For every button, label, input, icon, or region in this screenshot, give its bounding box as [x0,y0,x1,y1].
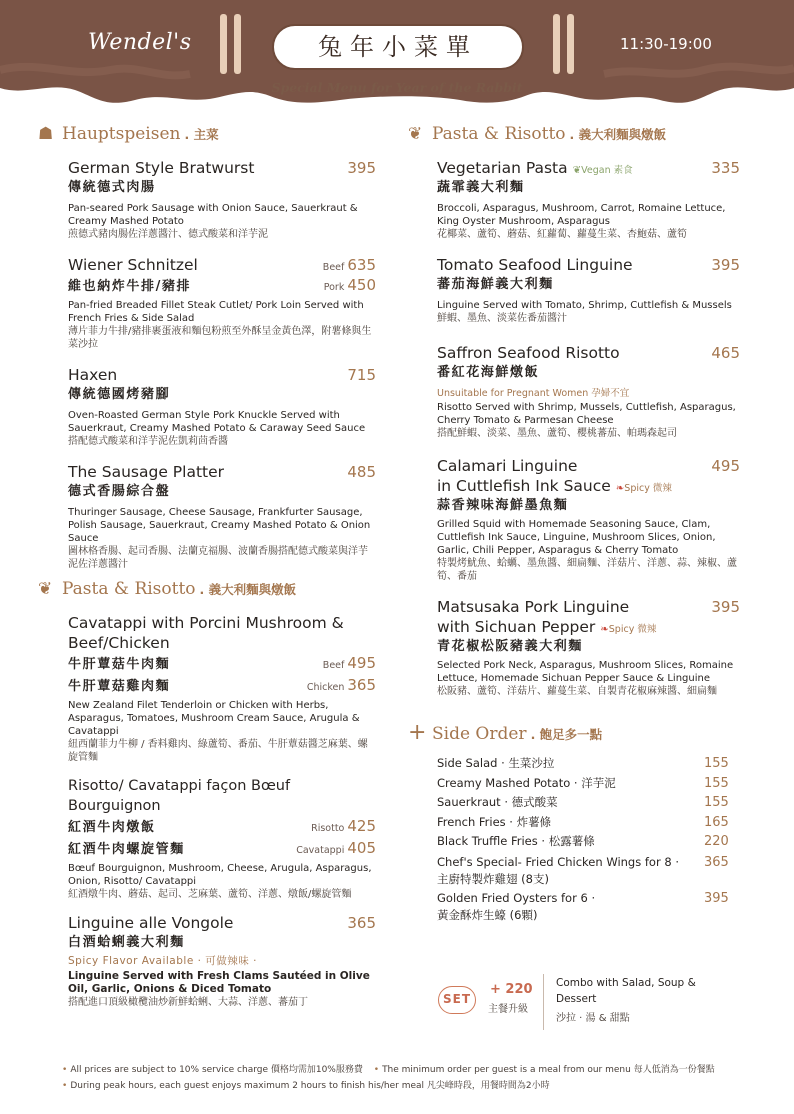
menu-item-saffron-risotto [408,343,740,440]
item-desc-zh: 搭配進口頂級橄欖油炒新鮮蛤蜊、大蒜、洋蔥、蕃茄丁 [68,997,308,1008]
item-desc: Broccoli, Asparagus, Mushroom, Carrot, Romaine Lettuce, King Oyster Mushroom, Asparagus [437,203,726,227]
side-order-list [408,754,740,924]
item-name-zh: 紅酒牛肉螺旋管麵 [68,842,185,857]
item-name-en: Calamari Linguine [437,457,578,475]
item-desc: Bœuf Bourguignon, Mushroom, Cheese, Arugula, Asparagus, Onion, Risotto/ Cavatappi [68,863,372,887]
item-price: 450 [347,276,376,294]
side-price: 220 [704,834,729,849]
plus-icon: + [408,720,427,745]
item-name-zh: 傳統德式肉腸 [68,180,156,195]
side-item [437,793,740,813]
item-price: 465 [711,344,740,362]
item-name-en: German Style Bratwurst [68,159,255,177]
pasta-heading-left [38,579,376,609]
menu-item-matsusaka-linguine [408,597,740,698]
item-name-zh: 牛肝蕈菇雞肉麵 [68,679,171,694]
item-name-zh: 蕃茄海鮮義大利麵 [437,277,554,292]
side-item [437,890,740,924]
item-price: 365 [347,676,376,694]
item-name-en-line2: with Sichuan Pepper [437,618,596,636]
section-title-en: Side Order [432,724,527,744]
side-price: 155 [704,756,729,771]
side-item [437,813,740,833]
item-desc-zh: 圖林格香腸、起司香腸、法蘭克福腸、波蘭香腸搭配德式酸菜與洋芋泥佐洋蔥醬汁 [68,546,368,570]
brand-logo: Wendel's [88,30,192,55]
menu-item-bratwurst [38,158,376,241]
side-item [437,774,740,794]
item-price: 365 [347,914,376,932]
item-desc-zh: 紅酒燉牛肉、蘑菇、起司、芝麻葉、蘆筍、洋蔥、燉飯/螺旋管麵 [68,889,352,900]
footer-line-2 [62,1078,762,1094]
menu-item-vongole [38,913,376,1009]
side-item [437,854,740,888]
item-desc-zh: 花椰菜、蘆筍、蘑菇、紅蘿蔔、蘿蔓生菜、杏鮑菇、蘆筍 [437,229,687,240]
menu-item-bourguignon [38,776,376,901]
item-name-zh: 白酒蛤蜊義大利麵 [68,935,185,950]
item-price: 395 [711,598,740,616]
item-price: 495 [711,457,740,475]
menu-title: 兔年小菜單 [272,24,524,70]
item-price: 335 [711,159,740,177]
item-desc: Grilled Squid with Homemade Seasoning Sauce, Clam, Cuttlefish Ink Sauce, Linguine, Mushroom Slices, Onion, Garlic, Chili Pepper, Asparagus & Cherry Tomato [437,519,716,556]
bullet-icon: • [62,1081,68,1091]
item-name-zh: 蒜香辣味海鮮墨魚麵 [437,498,569,513]
chili-icon: ❧ [600,624,609,635]
side-name: Chef's Special- Fried Chicken Wings for 8 · [437,854,679,869]
item-name-zh: 德式香腸綜合盤 [68,484,171,499]
item-desc-zh: 搭配德式酸菜和洋芋泥佐凱莉茴香醬 [68,436,228,447]
item-name-en: Wiener Schnitzel [68,256,198,274]
set-combo [438,977,740,1042]
item-name-zh: 傳統德國烤豬腳 [68,387,171,402]
section-title-en: Pasta & Risotto [62,579,196,599]
set-price: + 220 [490,982,533,997]
item-price: 405 [347,839,376,857]
side-price: 155 [704,795,729,810]
item-price: 635 [347,256,376,274]
menu-item-cavatappi [38,613,376,764]
spicy-tag: Spicy 微辣 [624,483,672,494]
section-title-en: Hauptspeisen [62,124,181,144]
item-name-en-line2: in Cuttlefish Ink Sauce [437,477,611,495]
footer-line-1 [62,1062,762,1078]
item-name-zh: 紅酒牛肉燉飯 [68,820,156,835]
right-column [408,120,740,924]
side-item [437,832,740,852]
price-label: Risotto [311,823,345,834]
side-name: Side Salad · 生菜沙拉 [437,756,555,770]
item-name-en: Matsusaka Pork Linguine [437,598,630,616]
section-title-zh: . 主菜 [184,127,219,142]
item-desc: Pan-seared Pork Sausage with Onion Sauce, Sauerkraut & Creamy Mashed Potato [68,203,358,227]
section-title-en: Pasta & Risotto [432,124,566,144]
side-item [437,754,740,774]
chili-icon: ❧ [615,483,625,494]
item-name-en: The Sausage Platter [68,463,225,481]
pasta-icon: ❦ [38,579,53,599]
item-desc: Pan-fried Breaded Fillet Steak Cutlet/ Pork Loin Served with French Fries & Side Salad [68,300,364,324]
item-name-zh: 蔬霏義大利麵 [437,180,525,195]
chef-hat-icon: ☗ [38,124,54,144]
spicy-option-tag: Spicy Flavor Available · 可做辣味 · [68,955,257,967]
item-desc: Linguine Served with Tomato, Shrimp, Cuttlefish & Mussels [437,300,732,311]
side-name: Creamy Mashed Potato · 洋芋泥 [437,775,616,790]
item-desc: Selected Pork Neck, Asparagus, Mushroom Slices, Romaine Lettuce, Homemade Sichuan Pepper Sauce & Linguine [437,660,734,684]
set-divider [543,974,544,1030]
side-name-zh: 主廚特製炸雞翅 (8支) [437,871,549,886]
item-desc-zh: 紐西蘭菲力牛柳 / 香料雞肉、綠蘆筍、番茄、牛肝蕈菇醬芝麻葉、螺旋管麵 [68,739,368,763]
mains-heading [38,124,376,154]
pregnancy-warning-tag: Unsuitable for Pregnant Women 孕婦不宜 [437,388,630,399]
menu-header [0,0,794,118]
set-badge: SET [438,986,476,1014]
item-desc: Thuringer Sausage, Cheese Sausage, Frankfurter Sausage, Polish Sausage, Sauerkraut, Creamy Mashed Potato & Onion Sauce [68,507,371,544]
menu-subtitle: Special Menu for Year of the Rabbit [271,80,523,95]
bullet-icon: • [373,1065,380,1075]
side-name: French Fries · 炸薯條 [437,814,552,829]
menu-item-vegetarian-pasta [408,158,740,241]
section-title-zh: . 飽足多一點 [530,727,603,742]
item-desc-zh: 煎德式豬肉腸佐洋蔥醬汁、德式酸菜和洋芋泥 [68,229,268,240]
menu-item-sausage-platter [38,462,376,571]
item-name-en: Vegetarian Pasta [437,159,568,177]
menu-item-haxen [38,365,376,448]
set-combo-en: Combo with Salad, Soup & Dessert [556,977,696,1005]
item-price: 425 [347,817,376,835]
item-price: 395 [347,159,376,177]
side-name-zh: 黃金酥炸生蠔 (6顆) [437,907,538,922]
price-label: Chicken [306,682,345,693]
side-price: 395 [704,890,729,906]
side-name: Golden Fried Oysters for 6 · [437,890,596,905]
item-desc-zh: 搭配鮮蝦、淡菜、墨魚、蘆筍、櫻桃蕃茄、帕瑪森起司 [437,428,677,439]
set-combo-zh: 沙拉 · 湯 & 甜點 [556,1013,630,1024]
item-name-en: Cavatappi with Porcini Mushroom & Beef/Chicken [68,614,344,652]
side-name: Sauerkraut · 德式酸菜 [437,795,558,809]
footer-note: During peak hours, each guest enjoys maximum 2 hours to finish his/her meal 凡尖峰時段，用餐時間為2小時 [70,1081,550,1091]
item-price: 715 [347,366,376,384]
price-label: Beef [322,262,345,273]
price-label: Cavatappi [296,845,345,856]
item-desc-zh: 特製烤魷魚、蛤蠣、墨魚醬、細扁麵、洋菇片、洋蔥、蒜、辣椒、蘆筍、番茄 [437,558,737,582]
menu-item-tomato-seafood [408,255,740,325]
side-order-heading [408,720,740,750]
item-desc: Oven-Roasted German Style Pork Knuckle Served with Sauerkraut, Creamy Mashed Potato & Caraway Seed Sauce [68,410,366,434]
item-name-en: Tomato Seafood Linguine [437,256,633,274]
item-price: 485 [347,463,376,481]
menu-item-schnitzel [38,255,376,351]
footer-note: All prices are subject to 10% service charge 價格均需加10%服務費 [70,1065,363,1075]
spicy-tag: Spicy 微辣 [608,624,657,635]
item-desc: Risotto Served with Shrimp, Mussels, Cuttlefish, Asparagus, Cherry Tomato & Parmesan Cheese [437,402,736,426]
footer-notes [62,1062,762,1094]
item-name-zh: 牛肝蕈菇牛肉麵 [68,657,171,672]
item-desc-zh: 薄片菲力牛排/豬排裹蛋液和麵包粉煎至外酥呈金黃色澤，附薯條與生菜沙拉 [68,326,372,350]
item-name-zh: 維也納炸牛排/豬排 [68,279,192,294]
price-label: Beef [322,660,345,671]
item-name-en: Risotto/ Cavatappi façon Bœuf Bourguignon [68,778,291,814]
side-price: 165 [704,814,729,830]
item-price: 495 [347,654,376,672]
pasta-heading-right [408,124,740,154]
opening-hours: 11:30-19:00 [620,35,712,53]
section-title-zh: . 義大利麵與燉飯 [199,582,297,597]
bullet-icon: • [62,1065,68,1075]
item-name-en: Saffron Seafood Risotto [437,344,620,362]
item-desc-zh: 松阪豬、蘆筍、洋菇片、蘿蔓生菜、自製青花椒麻辣醬、細扁麵 [437,686,717,697]
item-name-zh: 青花椒松阪豬義大利麵 [437,639,584,654]
item-price: 395 [711,256,740,274]
item-name-zh: 番紅花海鮮燉飯 [437,365,540,380]
item-desc: New Zealand Filet Tenderloin or Chicken with Herbs, Asparagus, Tomatoes, Mushroom Cream Sauce, Arugula & Cavatappi [68,700,360,737]
side-price: 155 [704,775,729,791]
vegan-tag: Vegan 素食 [581,165,633,176]
price-label: Pork [323,282,345,293]
side-price: 365 [704,854,729,870]
pasta-icon: ❦ [408,124,423,144]
left-column [38,120,376,1009]
section-title-zh: . 義大利麵與燉飯 [569,127,667,142]
item-name-en: Haxen [68,366,118,384]
item-desc: Linguine Served with Fresh Clams Sautéed in Olive Oil, Garlic, Onions & Diced Tomato [68,970,370,995]
menu-item-calamari-linguine [408,456,740,583]
footer-note: The minimum order per guest is a meal from our menu 每人低消為一份餐點 [382,1065,715,1075]
side-name: Black Truffle Fries · 松露薯條 [437,834,595,848]
leaf-icon: ❦ [572,165,582,176]
set-upgrade-label: 主餐升級 [488,1004,528,1015]
item-name-en: Linguine alle Vongole [68,914,234,932]
item-desc-zh: 鮮蝦、墨魚、淡菜佐番茄醬汁 [437,313,567,324]
